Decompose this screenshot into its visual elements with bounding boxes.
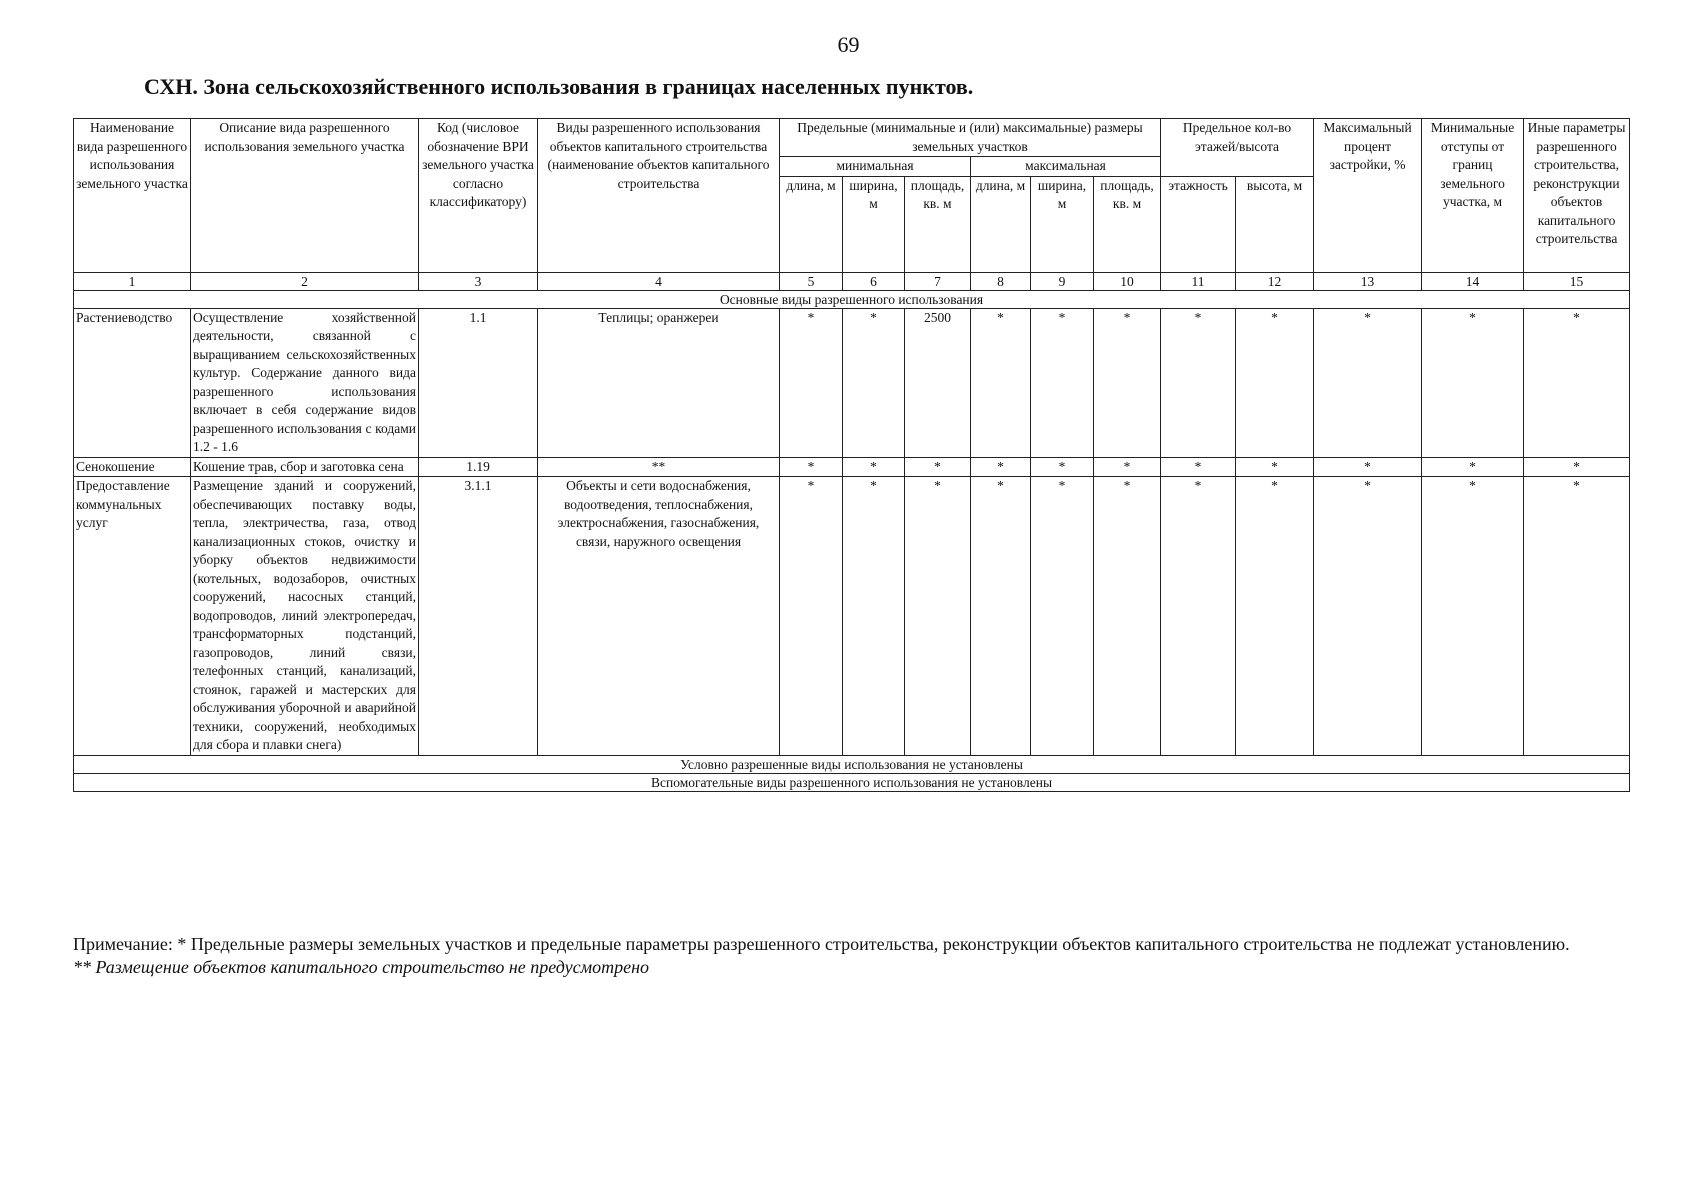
row-objects: Объекты и сети водоснабжения, водоотведения, теплоснабжения, электроснабжения, газоснабжения, связи, наружного освещения — [538, 477, 780, 756]
row-value: * — [1094, 457, 1161, 477]
header-max-length: длина, м — [971, 176, 1031, 272]
header-use-name: Наименование вида разрешенного использования земельного участка — [74, 119, 191, 273]
zone-regulations-table — [73, 118, 1630, 792]
header-minimum: минимальная — [780, 157, 971, 177]
header-max-coverage: Максимальный процент застройки, % — [1314, 119, 1422, 273]
row-code: 3.1.1 — [419, 477, 538, 756]
header-min-length: длина, м — [780, 176, 843, 272]
row-value: * — [1161, 477, 1236, 756]
note-secondary: ** Размещение объектов капитального строительство не предусмотрено — [73, 957, 650, 977]
column-number: 1 — [74, 272, 191, 290]
table-row — [74, 308, 1630, 457]
row-use-name: Сенокошение — [74, 457, 191, 477]
row-value: 2500 — [905, 308, 971, 457]
page-title: СХН. Зона сельскохозяйственного использования в границах населенных пунктов. — [144, 74, 974, 99]
row-value: * — [1422, 457, 1524, 477]
header-maximum: максимальная — [971, 157, 1161, 177]
section-auxiliary-row — [74, 773, 1630, 791]
column-number: 10 — [1094, 272, 1161, 290]
header-plot-limits: Предельные (минимальные и (или) максимальные) размеры земельных участков — [780, 119, 1161, 157]
row-value: * — [1094, 477, 1161, 756]
header-max-area: площадь, кв. м — [1094, 176, 1161, 272]
header-code: Код (числовое обозначение ВРИ земельного участка согласно классификатору) — [419, 119, 538, 273]
header-min-setbacks: Минимальные отступы от границ земельного участка, м — [1422, 119, 1524, 273]
column-number: 5 — [780, 272, 843, 290]
row-value: * — [843, 477, 905, 756]
column-number: 4 — [538, 272, 780, 290]
header-floors: Предельное кол-во этажей/высота — [1161, 119, 1314, 177]
row-value: * — [905, 477, 971, 756]
row-code: 1.19 — [419, 457, 538, 477]
header-other-params: Иные параметры разрешенного строительства, реконструкции объектов капитального строительства — [1524, 119, 1630, 273]
section-main-row — [74, 290, 1630, 308]
row-use-name: Растениеводство — [74, 308, 191, 457]
row-value: * — [1031, 477, 1094, 756]
table-row — [74, 457, 1630, 477]
row-value: * — [843, 457, 905, 477]
table-row — [74, 477, 1630, 756]
row-value: * — [1422, 477, 1524, 756]
row-value: * — [1236, 308, 1314, 457]
row-value: * — [1422, 308, 1524, 457]
header-min-width: ширина, м — [843, 176, 905, 272]
column-number: 8 — [971, 272, 1031, 290]
row-value: * — [971, 457, 1031, 477]
header-max-width: ширина, м — [1031, 176, 1094, 272]
row-value: * — [780, 477, 843, 756]
header-height: высота, м — [1236, 176, 1314, 272]
header-description: Описание вида разрешенного использования земельного участка — [191, 119, 419, 273]
header-row-1 — [74, 119, 1630, 157]
row-value: * — [905, 457, 971, 477]
section-main-label: Основные виды разрешенного использования — [74, 290, 1630, 308]
row-value: * — [780, 308, 843, 457]
row-value: * — [780, 457, 843, 477]
column-number: 2 — [191, 272, 419, 290]
row-value: * — [1524, 477, 1630, 756]
row-value: * — [1524, 457, 1630, 477]
page-number: 69 — [837, 32, 860, 57]
row-value: * — [1236, 477, 1314, 756]
notes — [73, 933, 1629, 979]
column-number: 14 — [1422, 272, 1524, 290]
section-auxiliary-label: Вспомогательные виды разрешенного использования не установлены — [74, 773, 1630, 791]
header-min-area: площадь, кв. м — [905, 176, 971, 272]
row-objects: ** — [538, 457, 780, 477]
row-value: * — [1094, 308, 1161, 457]
header-storeys: этажность — [1161, 176, 1236, 272]
column-numbers-row — [74, 272, 1630, 290]
row-value: * — [1031, 457, 1094, 477]
row-code: 1.1 — [419, 308, 538, 457]
row-value: * — [1161, 457, 1236, 477]
column-number: 6 — [843, 272, 905, 290]
row-value: * — [1524, 308, 1630, 457]
column-number: 3 — [419, 272, 538, 290]
column-number: 12 — [1236, 272, 1314, 290]
section-conditional-label: Условно разрешенные виды использования не установлены — [74, 755, 1630, 773]
column-number: 11 — [1161, 272, 1236, 290]
column-number: 15 — [1524, 272, 1630, 290]
row-description: Кошение трав, сбор и заготовка сена — [191, 457, 419, 477]
section-conditional-row — [74, 755, 1630, 773]
column-number: 7 — [905, 272, 971, 290]
column-number: 13 — [1314, 272, 1422, 290]
row-value: * — [971, 477, 1031, 756]
row-use-name: Предоставление коммунальных услуг — [74, 477, 191, 756]
row-description: Осуществление хозяйственной деятельности, связанной с выращиванием сельскохозяйственных культур. Содержание данного вида разрешенного использования включает в себя содержание видов разрешенного использования с кодами 1.2 - 1.6 — [191, 308, 419, 457]
row-value: * — [1236, 457, 1314, 477]
row-description: Размещение зданий и сооружений, обеспечивающих поставку воды, тепла, электричества, газа, отвод канализационных стоков, очистку и уборку объектов недвижимости (котельных, водозаборов, очистных сооружений, насосных станций, водопроводов, линий электропередач, трансформаторных подстанций, газопроводов, линий связи, телефонных станций, канализаций, стоянок, гаражей и мастерских для обслуживания уборочной и аварийной техники, сооружений, необходимых для сбора и плавки снега) — [191, 477, 419, 756]
row-value: * — [1314, 477, 1422, 756]
row-value: * — [971, 308, 1031, 457]
row-value: * — [843, 308, 905, 457]
row-objects: Теплицы; оранжереи — [538, 308, 780, 457]
row-value: * — [1314, 308, 1422, 457]
note-main: Примечание: * Предельные размеры земельных участков и предельные параметры разрешенного строительства, реконструкции объектов капитального строительства не подлежат установлению. — [73, 934, 1570, 954]
column-number: 9 — [1031, 272, 1094, 290]
row-value: * — [1031, 308, 1094, 457]
header-object-types: Виды разрешенного использования объектов капитального строительства (наименование объектов капитального строительства — [538, 119, 780, 273]
row-value: * — [1314, 457, 1422, 477]
row-value: * — [1161, 308, 1236, 457]
